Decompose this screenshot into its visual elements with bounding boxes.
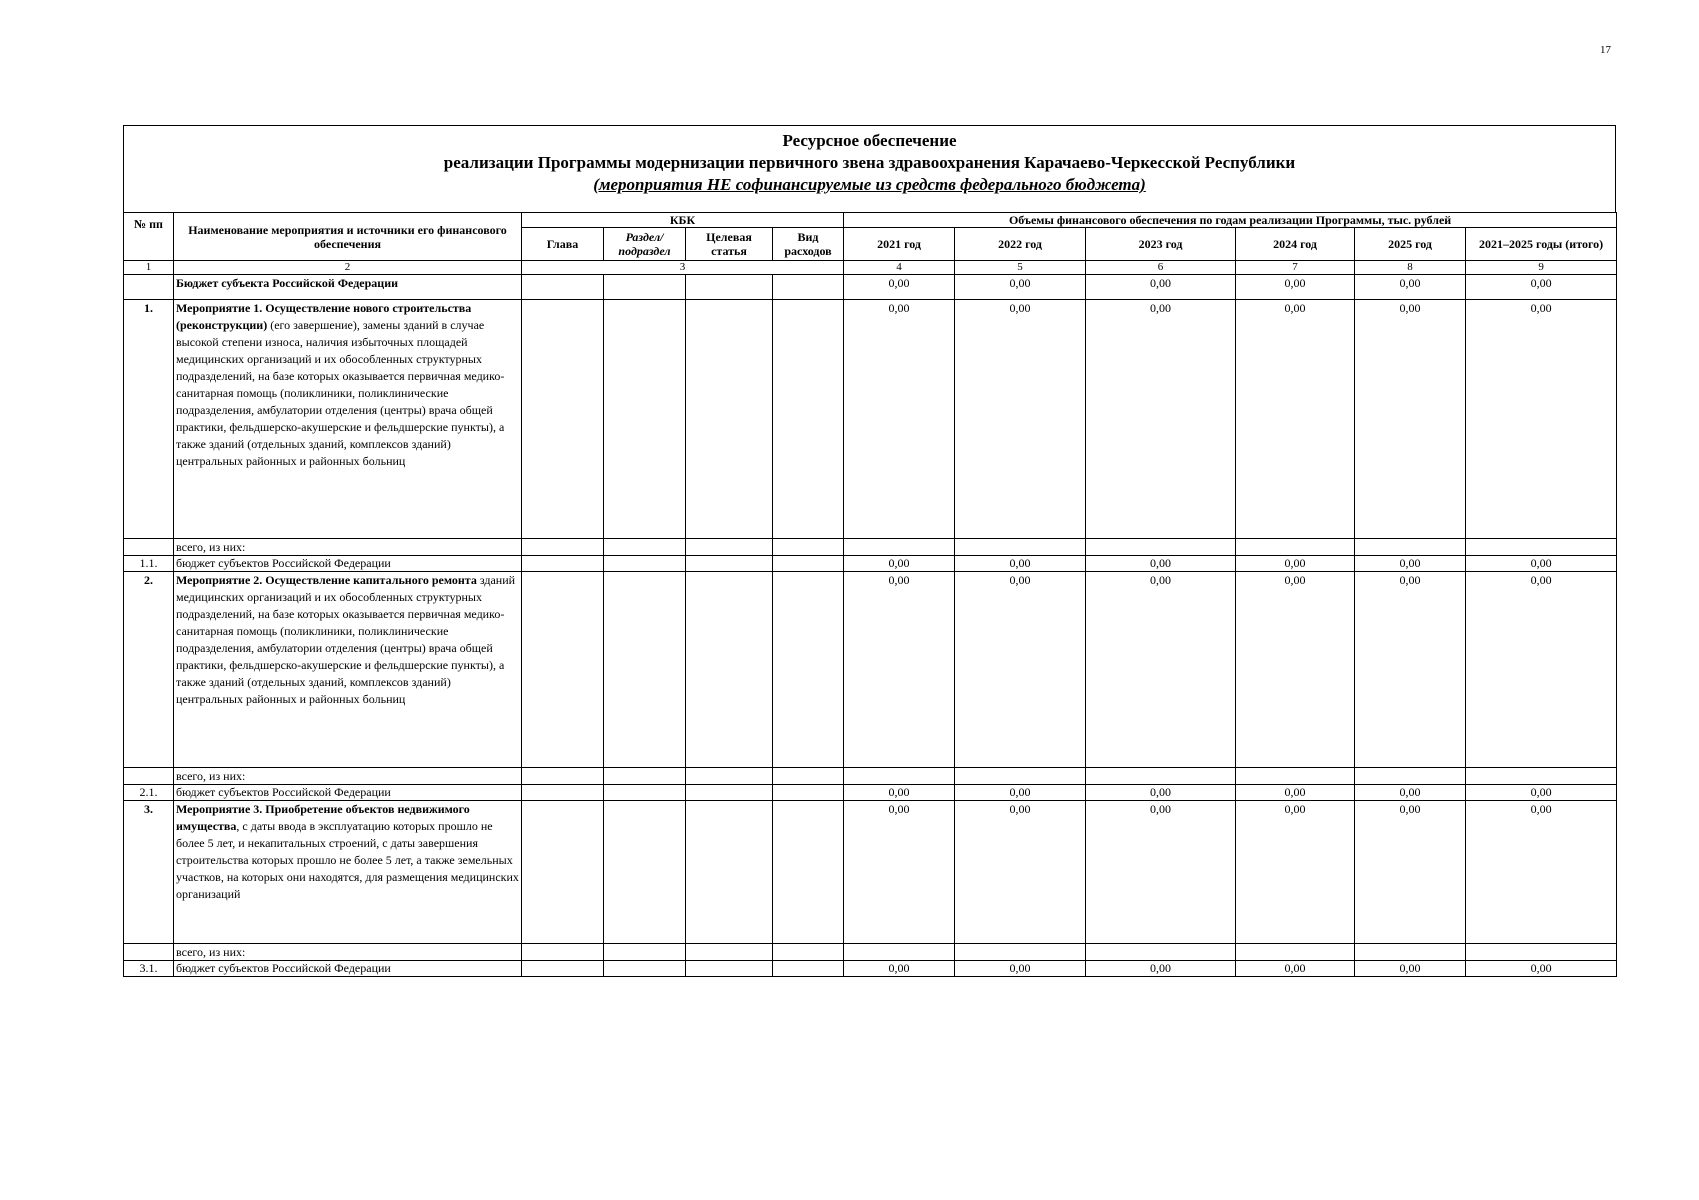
row-name: Бюджет субъекта Российской Федерации [174, 275, 522, 300]
row-number: 1.1. [124, 556, 174, 572]
header-glava: Глава [522, 228, 604, 261]
value-cell: 0,00 [1355, 556, 1466, 572]
value-cell: 0,00 [1236, 275, 1355, 300]
measure-title: Мероприятие 2. Осуществление капитального ремонта [176, 573, 477, 587]
value-cell: 0,00 [955, 801, 1086, 944]
header-num: № пп [124, 213, 174, 261]
table-row [124, 801, 1617, 944]
total-label: всего, из них: [174, 539, 522, 556]
row-number: 3. [124, 801, 174, 944]
row-name: бюджет субъектов Российской Федерации [174, 785, 522, 801]
value-cell: 0,00 [955, 275, 1086, 300]
table-row [124, 300, 1617, 539]
column-number-row [124, 261, 1617, 275]
value-cell: 0,00 [1086, 785, 1236, 801]
value-cell: 0,00 [1086, 300, 1236, 539]
col-number: 6 [1086, 261, 1236, 275]
page-number: 17 [1600, 44, 1611, 56]
value-cell: 0,00 [844, 556, 955, 572]
header-razdel: Раздел/ подраздел [604, 228, 686, 261]
value-cell: 0,00 [1086, 572, 1236, 768]
header-year-2023: 2023 год [1086, 228, 1236, 261]
header-name: Наименование мероприятия и источники его финансового обеспечения [174, 213, 522, 261]
measure-text: , с даты ввода в эксплуатацию которых прошло не более 5 лет, и некапитальных строений, с даты завершения строительства которых прошло не более 5 лет, а также земельных участков, на которых они находятся, для размещения медицинских организаций [176, 819, 519, 901]
value-cell: 0,00 [1466, 300, 1617, 539]
value-cell: 0,00 [1466, 572, 1617, 768]
col-number: 3 [522, 261, 844, 275]
value-cell: 0,00 [844, 801, 955, 944]
measure-description [174, 300, 522, 539]
header-year-2025: 2025 год [1355, 228, 1466, 261]
table-row [124, 961, 1617, 977]
value-cell: 0,00 [1086, 961, 1236, 977]
table-row [124, 768, 1617, 785]
value-cell: 0,00 [1466, 785, 1617, 801]
title-line-1: Ресурсное обеспечение [782, 131, 957, 150]
title-line-3: (мероприятия НЕ софинансируемые из средств федерального бюджета) [593, 175, 1146, 194]
value-cell: 0,00 [1355, 785, 1466, 801]
measure-description [174, 801, 522, 944]
header-vid: Вид расходов [773, 228, 844, 261]
row-name: бюджет субъектов Российской Федерации [174, 961, 522, 977]
total-label: всего, из них: [174, 768, 522, 785]
measure-title: Мероприятие 1. Осуществление нового строительства (реконструкции) [176, 301, 472, 332]
value-cell: 0,00 [1355, 275, 1466, 300]
value-cell: 0,00 [1355, 961, 1466, 977]
value-cell: 0,00 [955, 300, 1086, 539]
row-name: бюджет субъектов Российской Федерации [174, 556, 522, 572]
table-row [124, 539, 1617, 556]
measure-text: (его завершение), замены зданий в случае высокой степени износа, наличия избыточных площадей медицинских организаций и их обособленных структурных подразделений, на базе которых оказывается первичная медико-санитарная помощь (поликлиники, поликлинические подразделения, амбулатории отделения (центры) врача общей практики, фельдшерско-акушерские и фельдшерские пункты), а также зданий (отдельных зданий, комплексов зданий) центральных районных и районных больниц [176, 318, 505, 468]
header-kbk: КБК [522, 213, 844, 228]
row-number: 1. [124, 300, 174, 539]
value-cell: 0,00 [844, 961, 955, 977]
value-cell: 0,00 [844, 572, 955, 768]
col-number: 2 [174, 261, 522, 275]
header-year-2022: 2022 год [955, 228, 1086, 261]
measure-title: Мероприятие 3. Приобретение объектов недвижимого имущества [176, 802, 470, 833]
value-cell: 0,00 [955, 785, 1086, 801]
value-cell: 0,00 [955, 556, 1086, 572]
header-year-total: 2021–2025 годы (итого) [1466, 228, 1617, 261]
measure-description [174, 572, 522, 768]
value-cell: 0,00 [955, 961, 1086, 977]
value-cell: 0,00 [955, 572, 1086, 768]
value-cell: 0,00 [1236, 801, 1355, 944]
col-number: 8 [1355, 261, 1466, 275]
value-cell: 0,00 [1466, 556, 1617, 572]
header-volumes: Объемы финансового обеспечения по годам реализации Программы, тыс. рублей [844, 213, 1617, 228]
table-row [124, 944, 1617, 961]
table-row [124, 275, 1617, 300]
resource-table [123, 212, 1617, 977]
value-cell: 0,00 [1236, 961, 1355, 977]
value-cell: 0,00 [1086, 801, 1236, 944]
row-number: 3.1. [124, 961, 174, 977]
table-row [124, 572, 1617, 768]
value-cell: 0,00 [1355, 300, 1466, 539]
header-row-1 [124, 213, 1617, 228]
value-cell: 0,00 [1466, 275, 1617, 300]
value-cell: 0,00 [844, 785, 955, 801]
row-number: 2. [124, 572, 174, 768]
measure-text: зданий медицинских организаций и их обособленных структурных подразделений, на базе которых оказывается первичная медико-санитарная помощь (поликлиники, поликлинические подразделения, амбулатории отделения (центры) врача общей практики, фельдшерско-акушерские и фельдшерские пункты), а также зданий (отдельных зданий, комплексов зданий) центральных районных и районных больниц [176, 573, 516, 706]
header-target: Целевая статья [686, 228, 773, 261]
col-number: 4 [844, 261, 955, 275]
value-cell: 0,00 [1236, 300, 1355, 539]
table-row [124, 785, 1617, 801]
col-number: 9 [1466, 261, 1617, 275]
value-cell: 0,00 [1466, 801, 1617, 944]
value-cell: 0,00 [1355, 801, 1466, 944]
value-cell: 0,00 [1466, 961, 1617, 977]
resource-table-document [123, 125, 1616, 977]
header-year-2024: 2024 год [1236, 228, 1355, 261]
header-year-2021: 2021 год [844, 228, 955, 261]
value-cell: 0,00 [1236, 785, 1355, 801]
value-cell: 0,00 [844, 300, 955, 539]
value-cell: 0,00 [1236, 572, 1355, 768]
value-cell: 0,00 [844, 275, 955, 300]
row-number: 2.1. [124, 785, 174, 801]
value-cell: 0,00 [1086, 275, 1236, 300]
total-label: всего, из них: [174, 944, 522, 961]
table-row [124, 556, 1617, 572]
value-cell: 0,00 [1086, 556, 1236, 572]
title-line-2: реализации Программы модернизации первичного звена здравоохранения Карачаево-Черкесской Республики [443, 153, 1296, 172]
col-number: 5 [955, 261, 1086, 275]
value-cell: 0,00 [1236, 556, 1355, 572]
table-title [123, 125, 1616, 212]
col-number: 7 [1236, 261, 1355, 275]
value-cell: 0,00 [1355, 572, 1466, 768]
col-number: 1 [124, 261, 174, 275]
